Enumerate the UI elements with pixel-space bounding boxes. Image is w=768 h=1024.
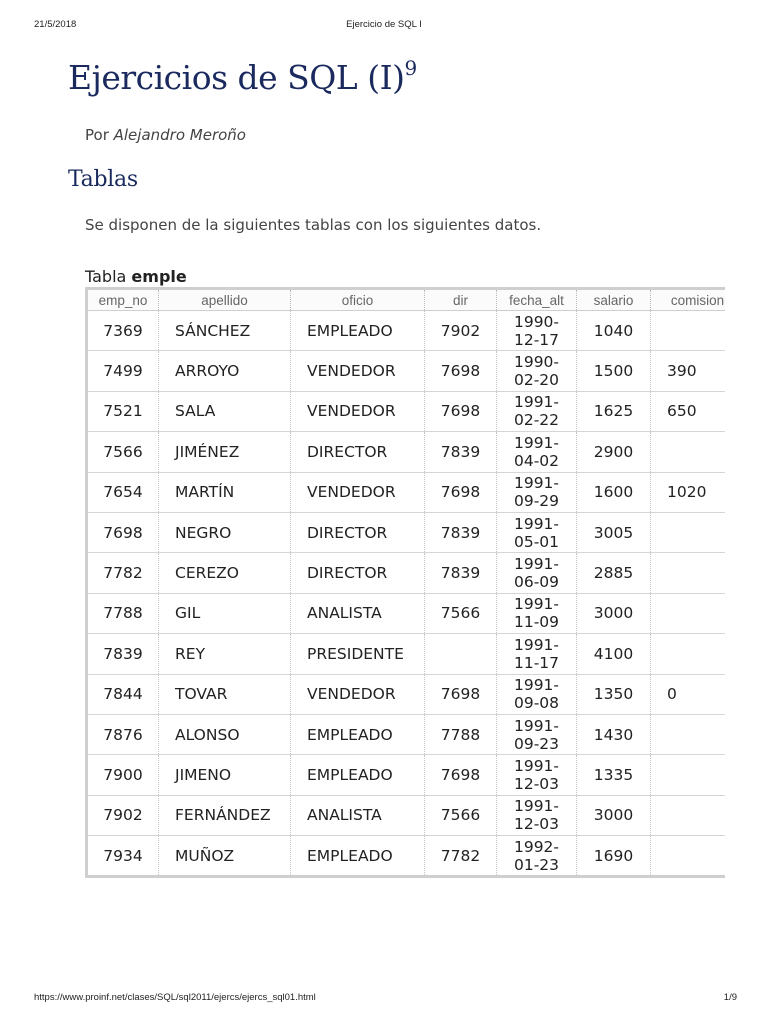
cell-comision bbox=[651, 755, 726, 795]
cell-apellido: REY bbox=[159, 634, 291, 674]
cell-oficio: ANALISTA bbox=[291, 593, 425, 633]
intro-paragraph: Se disponen de la siguientes tablas con los siguientes datos. bbox=[85, 216, 542, 234]
cell-dir: 7839 bbox=[425, 432, 497, 472]
cell-oficio: VENDEDOR bbox=[291, 391, 425, 431]
cell-salario: 1625 bbox=[577, 391, 651, 431]
cell-salario: 3000 bbox=[577, 795, 651, 835]
cell-dir: 7698 bbox=[425, 351, 497, 391]
cell-oficio: EMPLEADO bbox=[291, 714, 425, 754]
cell-emp-no: 7902 bbox=[87, 795, 159, 835]
table-caption-prefix: Tabla bbox=[85, 267, 132, 286]
cell-emp-no: 7521 bbox=[87, 391, 159, 431]
cell-comision: 1020 bbox=[651, 472, 726, 512]
table-caption-name: emple bbox=[131, 267, 187, 286]
cell-dir: 7566 bbox=[425, 795, 497, 835]
cell-emp-no: 7566 bbox=[87, 432, 159, 472]
cell-dir: 7698 bbox=[425, 755, 497, 795]
author-line bbox=[85, 126, 246, 144]
page-title bbox=[68, 58, 417, 97]
cell-emp-no: 7900 bbox=[87, 755, 159, 795]
cell-emp-no: 7844 bbox=[87, 674, 159, 714]
cell-comision bbox=[651, 553, 726, 593]
cell-fecha-alt: 1991- 12-03 bbox=[497, 755, 577, 795]
column-header-fecha-alt: fecha_alt bbox=[497, 289, 577, 311]
print-footer bbox=[0, 992, 768, 1006]
cell-emp-no: 7499 bbox=[87, 351, 159, 391]
cell-emp-no: 7839 bbox=[87, 634, 159, 674]
cell-emp-no: 7654 bbox=[87, 472, 159, 512]
cell-comision bbox=[651, 311, 726, 351]
table-row bbox=[87, 472, 726, 512]
cell-comision bbox=[651, 714, 726, 754]
table-row bbox=[87, 755, 726, 795]
cell-salario: 2900 bbox=[577, 432, 651, 472]
cell-comision bbox=[651, 795, 726, 835]
cell-oficio: DIRECTOR bbox=[291, 553, 425, 593]
cell-fecha-alt: 1991- 12-03 bbox=[497, 795, 577, 835]
cell-apellido: FERNÁNDEZ bbox=[159, 795, 291, 835]
cell-apellido: JIMENO bbox=[159, 755, 291, 795]
table-row bbox=[87, 311, 726, 351]
cell-apellido: MUÑOZ bbox=[159, 836, 291, 877]
cell-fecha-alt: 1990- 02-20 bbox=[497, 351, 577, 391]
column-header-dir: dir bbox=[425, 289, 497, 311]
cell-dir bbox=[425, 634, 497, 674]
cell-dir: 7788 bbox=[425, 714, 497, 754]
table-row bbox=[87, 432, 726, 472]
cell-salario: 1430 bbox=[577, 714, 651, 754]
cell-apellido: SÁNCHEZ bbox=[159, 311, 291, 351]
cell-oficio: VENDEDOR bbox=[291, 351, 425, 391]
print-header bbox=[0, 19, 768, 33]
cell-comision: 650 bbox=[651, 391, 726, 431]
table-row bbox=[87, 391, 726, 431]
cell-dir: 7566 bbox=[425, 593, 497, 633]
cell-oficio: EMPLEADO bbox=[291, 755, 425, 795]
column-header-comision: comision bbox=[651, 289, 726, 311]
cell-comision bbox=[651, 512, 726, 552]
cell-dir: 7698 bbox=[425, 674, 497, 714]
cell-oficio: VENDEDOR bbox=[291, 674, 425, 714]
print-page-title: Ejercicio de SQL I bbox=[346, 19, 422, 30]
cell-apellido: JIMÉNEZ bbox=[159, 432, 291, 472]
cell-apellido: ALONSO bbox=[159, 714, 291, 754]
cell-salario: 1500 bbox=[577, 351, 651, 391]
cell-salario: 2885 bbox=[577, 553, 651, 593]
cell-fecha-alt: 1991- 11-09 bbox=[497, 593, 577, 633]
table-caption bbox=[85, 267, 187, 286]
cell-emp-no: 7698 bbox=[87, 512, 159, 552]
cell-salario: 3005 bbox=[577, 512, 651, 552]
print-date: 21/5/2018 bbox=[34, 19, 77, 30]
cell-fecha-alt: 1991- 05-01 bbox=[497, 512, 577, 552]
print-page-number: 1/9 bbox=[723, 992, 737, 1003]
cell-salario: 4100 bbox=[577, 634, 651, 674]
cell-dir: 7839 bbox=[425, 512, 497, 552]
cell-oficio: EMPLEADO bbox=[291, 836, 425, 877]
page-title-superscript: 9 bbox=[404, 56, 417, 80]
cell-comision: 0 bbox=[651, 674, 726, 714]
table-row bbox=[87, 512, 726, 552]
cell-dir: 7902 bbox=[425, 311, 497, 351]
cell-oficio: DIRECTOR bbox=[291, 512, 425, 552]
cell-apellido: CEREZO bbox=[159, 553, 291, 593]
cell-fecha-alt: 1991- 11-17 bbox=[497, 634, 577, 674]
cell-oficio: ANALISTA bbox=[291, 795, 425, 835]
table-row bbox=[87, 795, 726, 835]
cell-emp-no: 7782 bbox=[87, 553, 159, 593]
cell-emp-no: 7788 bbox=[87, 593, 159, 633]
table-body bbox=[87, 311, 726, 877]
cell-salario: 3000 bbox=[577, 593, 651, 633]
cell-dir: 7698 bbox=[425, 391, 497, 431]
cell-fecha-alt: 1992- 01-23 bbox=[497, 836, 577, 877]
author-prefix: Por bbox=[85, 126, 114, 144]
cell-oficio: PRESIDENTE bbox=[291, 634, 425, 674]
cell-fecha-alt: 1991- 09-08 bbox=[497, 674, 577, 714]
author-name: Alejandro Meroño bbox=[113, 126, 246, 144]
cell-fecha-alt: 1991- 06-09 bbox=[497, 553, 577, 593]
column-header-apellido: apellido bbox=[159, 289, 291, 311]
cell-fecha-alt: 1991- 09-23 bbox=[497, 714, 577, 754]
table-row bbox=[87, 593, 726, 633]
emple-table-wrapper bbox=[85, 287, 725, 878]
cell-emp-no: 7934 bbox=[87, 836, 159, 877]
column-header-salario: salario bbox=[577, 289, 651, 311]
cell-dir: 7839 bbox=[425, 553, 497, 593]
cell-oficio: DIRECTOR bbox=[291, 432, 425, 472]
cell-comision bbox=[651, 432, 726, 472]
page-title-text: Ejercicios de SQL (I) bbox=[68, 58, 405, 97]
section-title: Tablas bbox=[68, 167, 138, 192]
cell-apellido: TOVAR bbox=[159, 674, 291, 714]
cell-apellido: ARROYO bbox=[159, 351, 291, 391]
cell-salario: 1350 bbox=[577, 674, 651, 714]
cell-dir: 7782 bbox=[425, 836, 497, 877]
column-header-oficio: oficio bbox=[291, 289, 425, 311]
cell-emp-no: 7369 bbox=[87, 311, 159, 351]
cell-fecha-alt: 1990- 12-17 bbox=[497, 311, 577, 351]
print-url: https://www.proinf.net/clases/SQL/sql2011/ejercs/ejercs_sql01.html bbox=[34, 992, 316, 1003]
cell-fecha-alt: 1991- 02-22 bbox=[497, 391, 577, 431]
cell-dir: 7698 bbox=[425, 472, 497, 512]
emple-table bbox=[85, 287, 725, 878]
cell-comision bbox=[651, 634, 726, 674]
table-row bbox=[87, 714, 726, 754]
cell-fecha-alt: 1991- 09-29 bbox=[497, 472, 577, 512]
cell-comision bbox=[651, 836, 726, 877]
cell-fecha-alt: 1991- 04-02 bbox=[497, 432, 577, 472]
table-row bbox=[87, 836, 726, 877]
cell-salario: 1040 bbox=[577, 311, 651, 351]
table-row bbox=[87, 553, 726, 593]
table-row bbox=[87, 674, 726, 714]
cell-salario: 1335 bbox=[577, 755, 651, 795]
table-header-row bbox=[87, 289, 726, 311]
table-row bbox=[87, 634, 726, 674]
cell-comision: 390 bbox=[651, 351, 726, 391]
cell-apellido: GIL bbox=[159, 593, 291, 633]
column-header-emp-no: emp_no bbox=[87, 289, 159, 311]
cell-oficio: VENDEDOR bbox=[291, 472, 425, 512]
cell-oficio: EMPLEADO bbox=[291, 311, 425, 351]
cell-apellido: SALA bbox=[159, 391, 291, 431]
cell-apellido: MARTÍN bbox=[159, 472, 291, 512]
table-row bbox=[87, 351, 726, 391]
cell-apellido: NEGRO bbox=[159, 512, 291, 552]
cell-salario: 1600 bbox=[577, 472, 651, 512]
cell-comision bbox=[651, 593, 726, 633]
cell-emp-no: 7876 bbox=[87, 714, 159, 754]
cell-salario: 1690 bbox=[577, 836, 651, 877]
